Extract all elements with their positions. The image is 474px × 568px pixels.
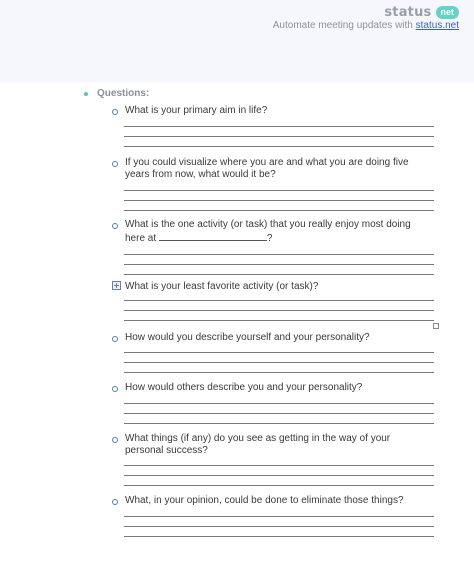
circle-bullet-icon <box>112 223 118 229</box>
circle-bullet-icon <box>112 437 118 443</box>
question-text: What, in your opinion, could be done to eliminate those things? <box>125 495 404 506</box>
answer-line[interactable] <box>124 300 434 301</box>
ad-banner <box>0 0 474 82</box>
answer-lines[interactable] <box>124 352 434 373</box>
answer-line[interactable] <box>124 200 434 201</box>
question-item <box>112 157 442 211</box>
answer-lines[interactable] <box>124 465 434 486</box>
answer-line[interactable] <box>124 485 434 486</box>
circle-bullet-icon <box>112 499 118 505</box>
question-item <box>112 433 442 486</box>
answer-line[interactable] <box>124 413 434 414</box>
question-text-part: ? <box>266 233 273 244</box>
answer-lines[interactable] <box>124 190 434 211</box>
answer-line[interactable] <box>124 320 434 321</box>
circle-bullet-icon <box>112 336 118 342</box>
answer-line[interactable] <box>124 126 434 127</box>
circle-bullet-icon <box>112 109 118 115</box>
answer-lines[interactable] <box>124 300 434 321</box>
answer-line[interactable] <box>124 264 434 265</box>
question-text <box>125 219 415 245</box>
answer-line[interactable] <box>124 254 434 255</box>
answer-lines[interactable] <box>124 403 434 424</box>
brand-suffix-badge: net <box>436 6 460 19</box>
question-text-part: What is the one activity (or task) that you really enjoy most doing here at <box>125 219 411 244</box>
question-item <box>112 332 442 373</box>
answer-line[interactable] <box>124 210 434 211</box>
circle-bullet-icon <box>112 161 118 167</box>
bullet-icon <box>84 92 88 96</box>
answer-line[interactable] <box>124 136 434 137</box>
answer-line[interactable] <box>124 352 434 353</box>
question-text: How would others describe you and your personality? <box>125 382 363 393</box>
tagline-link[interactable]: status.net <box>415 20 459 31</box>
answer-line[interactable] <box>124 310 434 311</box>
table-resize-handle[interactable] <box>433 323 439 329</box>
brand-logo[interactable] <box>384 5 459 20</box>
banner-tagline <box>273 20 459 31</box>
question-text: What things (if any) do you see as getting in the way of your personal success? <box>125 433 391 456</box>
questions-section-heading <box>84 88 149 99</box>
answer-lines[interactable] <box>124 516 434 537</box>
fill-in-blank[interactable] <box>159 231 267 241</box>
answer-line[interactable] <box>124 475 434 476</box>
section-label: Questions: <box>97 88 150 99</box>
question-text: If you could visualize where you are and what you are doing five years from now, what would it be? <box>125 157 409 180</box>
question-text: What is your least favorite activity (or task)? <box>125 281 319 292</box>
question-text: What is your primary aim in life? <box>125 105 268 116</box>
tagline-text: Automate meeting updates with <box>272 20 416 31</box>
question-text: How would you describe yourself and your personality? <box>125 332 370 343</box>
question-item <box>112 281 442 321</box>
answer-line[interactable] <box>124 536 434 537</box>
question-item <box>112 382 442 424</box>
answer-line[interactable] <box>124 190 434 191</box>
answer-line[interactable] <box>124 372 434 373</box>
answer-line[interactable] <box>124 274 434 275</box>
answer-lines[interactable] <box>124 254 434 275</box>
circle-bullet-icon <box>112 386 118 392</box>
answer-line[interactable] <box>124 465 434 466</box>
answer-line[interactable] <box>124 423 434 424</box>
answer-line[interactable] <box>124 362 434 363</box>
answer-line[interactable] <box>124 526 434 527</box>
answer-line[interactable] <box>124 516 434 517</box>
question-item <box>112 105 442 147</box>
table-move-handle-icon[interactable] <box>112 281 121 290</box>
answer-lines[interactable] <box>124 126 434 147</box>
answer-line[interactable] <box>124 146 434 147</box>
answer-line[interactable] <box>124 403 434 404</box>
question-item <box>112 219 442 275</box>
question-item <box>112 495 442 537</box>
brand-wordmark: status <box>384 5 432 20</box>
